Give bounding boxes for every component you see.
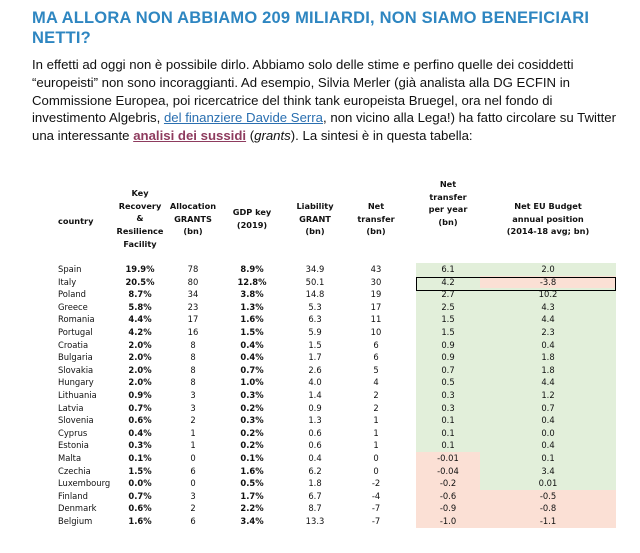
- allocation-cell: 0: [190, 453, 196, 463]
- allocation-cell: 2: [190, 415, 196, 426]
- rrf-key-cell: 0.0%: [128, 478, 152, 489]
- eu-budget-cell: -3.8: [539, 276, 557, 287]
- net-transfer-cell: -2: [371, 478, 381, 489]
- liability-cell: 0.9: [308, 402, 322, 413]
- rrf-key-cell: 19.9%: [125, 264, 155, 274]
- rrf-key-cell: 4.2%: [128, 327, 152, 337]
- eu-budget-cell: 4.4: [541, 314, 555, 325]
- gdp-key-cell: 0.2%: [240, 402, 264, 413]
- allocation-cell: 34: [187, 289, 199, 300]
- link-analisi-sussidi[interactable]: analisi dei sussidi: [133, 128, 247, 144]
- header-line: Resilience: [116, 226, 164, 237]
- table-row: [60, 301, 620, 314]
- rrf-key-cell: 8.7%: [128, 289, 152, 300]
- net-transfer-cell: 43: [370, 264, 382, 274]
- table-row: [60, 339, 620, 352]
- header-line: annual position: [512, 213, 584, 224]
- table-row: [60, 364, 620, 377]
- eu-budget-cell: 0.4: [541, 440, 555, 451]
- net-transfer-cell: 19: [370, 289, 382, 300]
- eu-budget-cell: 10.2: [538, 289, 558, 300]
- country-cell: Lithuania: [58, 390, 97, 400]
- table-row: [60, 465, 620, 478]
- rrf-key-cell: 2.0%: [128, 339, 152, 350]
- header-line: Recovery: [118, 200, 162, 211]
- paragraph-text-2: , non vicino alla Lega!) ha fatto circolare su Twitter una interessante: [32, 110, 616, 144]
- liability-cell: 5.9: [308, 327, 322, 337]
- rrf-key-cell: 0.7%: [128, 402, 152, 413]
- table-row: [60, 477, 620, 490]
- liability-cell: 0.6: [308, 427, 322, 438]
- gdp-key-cell: 0.4%: [240, 339, 264, 350]
- gdp-key-cell: 0.2%: [240, 440, 264, 451]
- eu-budget-cell: 0.01: [538, 478, 558, 489]
- net-per-year-cell: -0.2: [439, 478, 457, 489]
- table-row: [60, 376, 620, 389]
- eu-budget-cell: 3.4: [541, 465, 555, 476]
- rrf-key-cell: 0.1%: [128, 453, 152, 463]
- header-line: Net: [439, 179, 457, 189]
- transfer-table: [58, 179, 620, 553]
- rrf-key-cell: 0.6%: [128, 503, 152, 514]
- eu-budget-cell: 2.3: [541, 327, 555, 337]
- header-line: GRANT: [299, 213, 331, 224]
- country-cell: Poland: [58, 289, 86, 300]
- paragraph-text-4: ). La sintesi è in questa tabella:: [290, 128, 473, 144]
- net-per-year-cell: -0.9: [439, 503, 457, 514]
- eu-budget-cell: 2.0: [541, 264, 555, 274]
- net-transfer-cell: -4: [371, 490, 381, 501]
- gdp-key-cell: 3.8%: [240, 289, 264, 300]
- liability-cell: 8.7: [308, 503, 322, 514]
- net-transfer-cell: 5: [373, 364, 379, 375]
- eu-budget-cell: 0.4: [541, 415, 555, 426]
- header-line: GRANTS: [174, 213, 212, 224]
- country-cell: Belgium: [58, 516, 93, 526]
- net-per-year-cell: 0.1: [441, 440, 455, 451]
- country-cell: Denmark: [58, 503, 97, 514]
- country-cell: Cyprus: [58, 427, 88, 438]
- country-cell: Slovakia: [58, 364, 94, 375]
- header-line: (2014-18 avg; bn): [506, 226, 590, 237]
- net-per-year-cell: 0.1: [441, 427, 455, 438]
- table-row: [60, 490, 620, 503]
- rrf-key-cell: 2.0%: [128, 352, 152, 363]
- liability-cell: 34.9: [305, 264, 325, 274]
- country-cell: Spain: [58, 264, 82, 274]
- allocation-cell: 8: [190, 364, 196, 375]
- gdp-key-cell: 1.5%: [240, 327, 264, 337]
- liability-cell: 5.3: [308, 301, 322, 312]
- country-cell: Italy: [58, 276, 77, 287]
- table-row: [60, 502, 620, 515]
- liability-cell: 1.7: [308, 352, 322, 363]
- gdp-key-cell: 0.4%: [240, 352, 264, 363]
- net-transfer-cell: -7: [371, 516, 381, 526]
- liability-cell: 0.4: [308, 453, 322, 463]
- liability-cell: 1.8: [308, 478, 322, 489]
- country-cell: Latvia: [58, 402, 84, 413]
- gdp-key-cell: 12.8%: [237, 276, 267, 287]
- header-line: &: [136, 213, 144, 224]
- net-transfer-cell: 1: [373, 440, 379, 451]
- gdp-key-cell: 1.0%: [240, 377, 264, 388]
- header-country: country: [58, 216, 94, 226]
- header-line: transfer: [357, 213, 395, 224]
- header-line: Liability: [296, 201, 334, 211]
- header-line: Facility: [123, 238, 157, 249]
- country-cell: Romania: [58, 314, 95, 325]
- allocation-cell: 80: [187, 276, 199, 287]
- net-transfer-cell: 11: [370, 314, 382, 325]
- header-eu-budget: [480, 200, 616, 238]
- header-line: (2019): [236, 219, 268, 230]
- link-davide-serra[interactable]: del finanziere Davide Serra: [163, 110, 324, 126]
- rrf-key-cell: 2.0%: [128, 364, 152, 375]
- eu-budget-cell: -0.5: [539, 490, 557, 501]
- allocation-cell: 23: [187, 301, 199, 312]
- table-row: [60, 263, 620, 276]
- net-transfer-cell: 2: [373, 402, 379, 413]
- allocation-cell: 8: [190, 352, 196, 363]
- header-gdp: [222, 206, 282, 231]
- net-per-year-cell: 0.3: [441, 402, 455, 413]
- eu-budget-cell: 4.3: [541, 301, 555, 312]
- liability-cell: 13.3: [305, 516, 325, 526]
- table-row: [60, 414, 620, 427]
- allocation-cell: 6: [190, 465, 196, 476]
- rrf-key-cell: 2.0%: [128, 377, 152, 388]
- net-per-year-cell: 0.1: [441, 415, 455, 426]
- gdp-key-cell: 0.3%: [240, 390, 264, 400]
- allocation-cell: 1: [190, 427, 196, 438]
- allocation-cell: 3: [190, 490, 196, 501]
- liability-cell: 6.3: [308, 314, 322, 325]
- country-cell: Luxembourg: [58, 478, 111, 489]
- header-line: GDP key: [232, 207, 272, 217]
- country-cell: Czechia: [58, 465, 91, 476]
- header-line: (bn): [305, 226, 325, 237]
- rrf-key-cell: 20.5%: [125, 276, 155, 287]
- eu-budget-cell: -1.1: [539, 516, 557, 526]
- liability-cell: 0.6: [308, 440, 322, 451]
- article-heading: MA ALLORA NON ABBIAMO 209 MILIARDI, NON SIAMO BENEFICIARI NETTI?: [32, 9, 590, 47]
- header-rrf: [110, 187, 170, 251]
- gdp-key-cell: 0.1%: [240, 453, 264, 463]
- eu-budget-cell: 1.8: [541, 352, 555, 363]
- table-row: [60, 313, 620, 326]
- table-row: [60, 439, 620, 452]
- gdp-key-cell: 0.2%: [240, 427, 264, 438]
- table-row: [60, 452, 620, 465]
- eu-budget-cell: 0.1: [541, 453, 555, 463]
- net-transfer-cell: 0: [373, 453, 379, 463]
- paragraph-text-3: (: [246, 128, 255, 144]
- liability-cell: 14.8: [305, 289, 325, 300]
- country-cell: Croatia: [58, 339, 89, 350]
- rrf-key-cell: 0.9%: [128, 390, 152, 400]
- paragraph-text-1: In effetti ad oggi non è possibile dirlo. Abbiamo solo delle stime e perfino quelle dei cosiddetti “europeisti” non sono incoraggianti. Ad esempio, Silvia Merler (già analista alla DG ECFIN in Commissione Europea, poi ricercatrice del think tank europeista Bruegel, ora nel fondo di investimento Algebris,: [32, 57, 574, 126]
- country-cell: Greece: [58, 301, 88, 312]
- gdp-key-cell: 0.5%: [240, 478, 264, 489]
- allocation-cell: 8: [190, 339, 196, 350]
- eu-budget-cell: 1.8: [541, 364, 555, 375]
- rrf-key-cell: 1.5%: [128, 465, 152, 476]
- header-line: Allocation: [169, 201, 217, 211]
- liability-cell: 4.0: [308, 377, 322, 388]
- liability-cell: 50.1: [305, 276, 325, 287]
- table-row: [60, 326, 620, 339]
- net-transfer-cell: 6: [373, 352, 379, 363]
- net-per-year-cell: 0.7: [441, 364, 455, 375]
- gdp-key-cell: 8.9%: [240, 264, 264, 274]
- header-net-per-year: [416, 178, 480, 229]
- liability-cell: 1.3: [308, 415, 322, 426]
- country-cell: Hungary: [58, 377, 94, 388]
- paragraph-italic-grants: grants: [254, 128, 291, 144]
- net-per-year-cell: 6.1: [441, 264, 455, 274]
- eu-budget-cell: 4.4: [541, 377, 555, 388]
- net-per-year-cell: 2.5: [441, 301, 455, 312]
- net-transfer-cell: 2: [373, 390, 379, 400]
- liability-cell: 6.7: [308, 490, 322, 501]
- gdp-key-cell: 1.6%: [240, 465, 264, 476]
- eu-budget-cell: 0.7: [541, 402, 555, 413]
- allocation-cell: 6: [190, 516, 196, 526]
- net-transfer-cell: 6: [373, 339, 379, 350]
- gdp-key-cell: 1.6%: [240, 314, 264, 325]
- net-per-year-cell: -0.6: [439, 490, 457, 501]
- intro-paragraph: [32, 56, 622, 145]
- header-line: (bn): [183, 226, 203, 237]
- eu-budget-cell: 1.2: [541, 390, 555, 400]
- rrf-key-cell: 4.4%: [128, 314, 152, 325]
- allocation-cell: 1: [190, 440, 196, 451]
- allocation-cell: 2: [190, 503, 196, 514]
- liability-cell: 1.4: [308, 390, 322, 400]
- gdp-key-cell: 3.4%: [240, 516, 264, 526]
- net-per-year-cell: 0.9: [441, 339, 455, 350]
- gdp-key-cell: 1.3%: [240, 301, 264, 312]
- rrf-key-cell: 1.6%: [128, 516, 152, 526]
- country-cell: Portugal: [58, 327, 93, 337]
- allocation-cell: 78: [187, 264, 199, 274]
- net-per-year-cell: 1.5: [441, 314, 455, 325]
- net-transfer-cell: 1: [373, 427, 379, 438]
- net-transfer-cell: -7: [371, 503, 381, 514]
- allocation-cell: 17: [187, 314, 199, 325]
- net-transfer-cell: 17: [370, 301, 382, 312]
- net-transfer-cell: 4: [373, 377, 379, 388]
- table-row: [60, 389, 620, 402]
- net-per-year-cell: -0.01: [437, 453, 459, 463]
- gdp-key-cell: 0.3%: [240, 415, 264, 426]
- header-line: (bn): [366, 226, 386, 237]
- net-transfer-cell: 1: [373, 415, 379, 426]
- net-per-year-cell: 1.5: [441, 327, 455, 337]
- header-line: Net EU Budget: [514, 201, 582, 211]
- header-net: [346, 200, 406, 238]
- allocation-cell: 0: [190, 478, 196, 489]
- allocation-cell: 3: [190, 390, 196, 400]
- country-cell: Slovenia: [58, 415, 94, 426]
- table-row: [60, 402, 620, 415]
- liability-cell: 6.2: [308, 465, 322, 476]
- net-per-year-cell: 0.5: [441, 377, 455, 388]
- rrf-key-cell: 0.4%: [128, 427, 152, 438]
- liability-cell: 2.6: [308, 364, 322, 375]
- header-line: transfer: [429, 191, 467, 202]
- rrf-key-cell: 0.7%: [128, 490, 152, 501]
- net-per-year-cell: -1.0: [439, 516, 457, 526]
- gdp-key-cell: 0.7%: [240, 364, 264, 375]
- net-per-year-cell: 0.9: [441, 352, 455, 363]
- italy-highlight-box: [416, 277, 616, 291]
- eu-budget-cell: 0.0: [541, 427, 555, 438]
- header-alloc: [163, 200, 223, 238]
- allocation-cell: 3: [190, 402, 196, 413]
- country-cell: Estonia: [58, 440, 89, 451]
- net-per-year-cell: 2.7: [441, 289, 455, 300]
- header-line: per year: [428, 204, 468, 215]
- gdp-key-cell: 2.2%: [240, 503, 264, 514]
- allocation-cell: 16: [187, 327, 199, 337]
- header-line: Key: [131, 188, 149, 198]
- liability-cell: 1.5: [308, 339, 322, 350]
- country-cell: Malta: [58, 453, 82, 463]
- rrf-key-cell: 5.8%: [128, 301, 152, 312]
- net-per-year-cell: 4.2: [441, 276, 455, 287]
- table-row: [60, 427, 620, 440]
- header-line: (bn): [438, 217, 458, 228]
- country-cell: Bulgaria: [58, 352, 93, 363]
- table-row: [60, 515, 620, 528]
- net-per-year-cell: 0.3: [441, 390, 455, 400]
- allocation-cell: 8: [190, 377, 196, 388]
- rrf-key-cell: 0.3%: [128, 440, 152, 451]
- net-transfer-cell: 10: [370, 327, 382, 337]
- rrf-key-cell: 0.6%: [128, 415, 152, 426]
- net-transfer-cell: 30: [370, 276, 382, 287]
- net-per-year-cell: -0.04: [437, 465, 459, 476]
- net-transfer-cell: 0: [373, 465, 379, 476]
- table-row: [60, 351, 620, 364]
- header-line: Net: [367, 201, 385, 211]
- eu-budget-cell: 0.4: [541, 339, 555, 350]
- country-cell: Finland: [58, 490, 88, 501]
- eu-budget-cell: -0.8: [539, 503, 557, 514]
- header-liab: [285, 200, 345, 238]
- gdp-key-cell: 1.7%: [240, 490, 264, 501]
